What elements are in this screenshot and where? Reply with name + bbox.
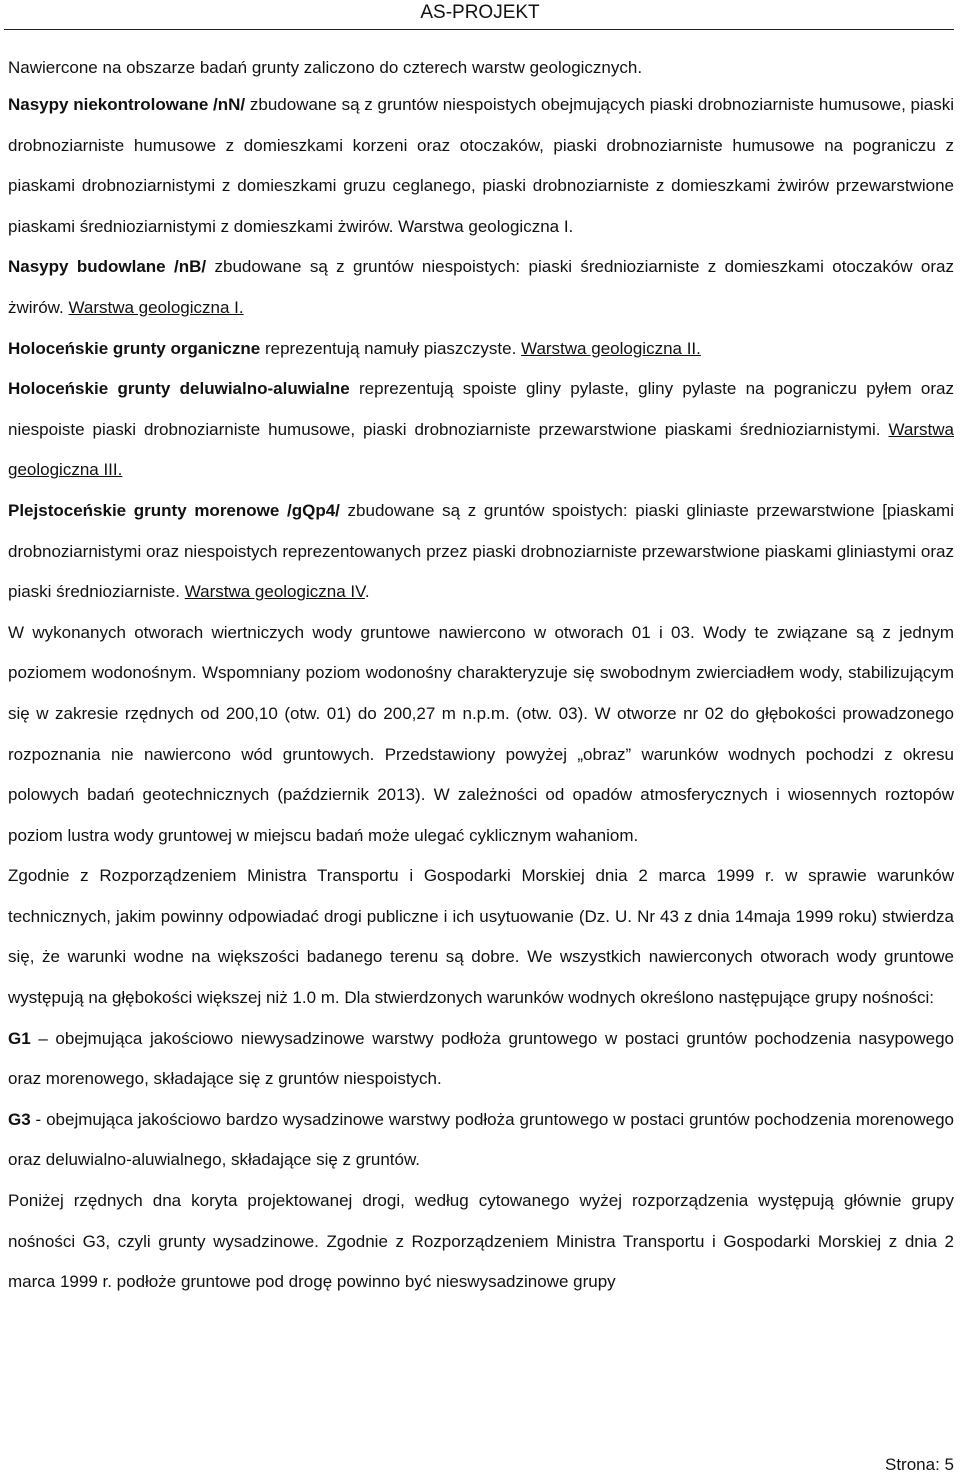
paragraph-group-g1 [8, 1019, 954, 1100]
paragraph-water-conditions: W wykonanych otworach wiertniczych wody gruntowe nawiercono w otworach 01 i 03. Wody te związane są z jednym poziomem wodonośnym. Wspomniany poziom wodonośny charakteryzuje się swobodnym zwierciadłem wody, stabilizującym się w zakresie rzędnych od 200,10 (otw. 01) do 200,27 m n.p.m. (otw. 03). W otworze nr 02 do głębokości prowadzonego rozpoznania nie nawiercono wód gruntowych. Przedstawiony powyżej „obraz” warunków wodnych pochodzi z okresu polowych badań geotechnicznych (październik 2013). W zależności od opadów atmosferycznych i wiosennych roztopów poziom lustra wody gruntowej w miejscu badań może ulegać cyklicznym wahaniom. [8, 622, 954, 845]
term-grunty-deluwialne: Holoceńskie grunty deluwialno-aluwialne [8, 379, 350, 399]
paragraph-nasypy-budowlane [8, 247, 954, 328]
paragraph-group-g3 [8, 1100, 954, 1181]
paragraph-text: reprezentują spoiste gliny pylaste, gliny pylaste na pograniczu pyłem oraz niespoiste piaski drobnoziarniste humusowe, piaski drobnoziarniste przewarstwione piaskami średnioziarnistymi. [8, 379, 955, 439]
paragraph-text: – obejmująca jakościowo niewysadzinowe warstwy podłoża gruntowego w postaci gruntów pochodzenia nasypowego oraz morenowego, składające się z gruntów niespoistych. [8, 1028, 954, 1089]
page-header [0, 0, 960, 30]
term-grunty-organiczne: Holoceńskie grunty organiczne [8, 338, 261, 358]
paragraph-tail: . [364, 582, 370, 602]
paragraph-intro: Nawiercone na obszarze badań grunty zaliczono do czterech warstw geologicznych. [8, 58, 643, 77]
layer-reference: Warstwa geologiczna I. [68, 297, 244, 317]
layer-reference: Warstwa geologiczna IV [184, 582, 365, 602]
document-body [8, 51, 954, 1303]
paragraph-text: zbudowane są z gruntów niespoistych: piaski średnioziarniste z domieszkami otoczaków oraz żwirów. [8, 257, 955, 317]
term-g3: G3 [8, 1109, 31, 1129]
document-title: AS-PROJEKT [420, 2, 540, 23]
paragraph-grunty-deluwialne [8, 369, 954, 491]
term-nasypy-niekontrolowane: Nasypy niekontrolowane /nN/ [8, 95, 246, 114]
paragraph-text: reprezentują namuły piaszczyste. [260, 338, 522, 358]
paragraph-text: - obejmująca jakościowo bardzo wysadzinowe warstwy podłoża gruntowego w postaci gruntów pochodzenia morenowego oraz deluwialno-aluwialnego, składające się z gruntów. [8, 1109, 954, 1170]
layer-reference: Warstwa geologiczna III. [8, 419, 954, 480]
paragraph-regulation: Zgodnie z Rozporządzeniem Ministra Transportu i Gospodarki Morskiej dnia 2 marca 1999 r. w sprawie warunków technicznych, jakim powinny odpowiadać drogi publiczne i ich usytuowanie (Dz. U. Nr 43 z dnia 14maja 1999 roku) stwierdza się, że warunki wodne na większości badanego terenu są dobre. We wszystkich nawierconych otworach wody gruntowe występują na głębokości większej niż 1.0 m. Dla stwierdzonych warunków wodnych określono następujące grupy nośności: [8, 866, 954, 1008]
paragraph-text: zbudowane są z gruntów spoistych: piaski gliniaste przewarstwione [piaskami drobnoziarnistymi oraz niespoistych reprezentowanych przez piaski drobnoziarniste przewarstwione piaskami gliniastymi oraz piaski średnioziarniste. [8, 500, 954, 602]
term-grunty-morenowe: Plejstoceńskie grunty morenowe /gQp4/ [8, 500, 340, 520]
paragraph-grunty-morenowe [8, 491, 954, 613]
header-divider [4, 29, 954, 30]
term-nasypy-budowlane: Nasypy budowlane /nB/ [8, 257, 207, 277]
paragraph-nasypy-niekontrolowane [8, 85, 954, 247]
paragraph-grunty-organiczne [8, 329, 954, 370]
paragraph-text: zbudowane są z gruntów niespoistych obejmujących piaski drobnoziarniste humusowe, piaski drobnoziarniste humusowe z domieszkami korzeni oraz otoczaków, piaski drobnoziarniste humusowe na pograniczu z piaskami drobnoziarnistymi z domieszkami gruzu ceglanego, piaski drobnoziarniste z domieszkami żwirów przewarstwione piaskami średnioziarnistymi z domieszkami żwirów. Warstwa geologiczna I. [8, 95, 954, 236]
page-number: Strona: 5 [885, 1455, 954, 1474]
term-g1: G1 [8, 1028, 31, 1048]
paragraph-below-road: Poniżej rzędnych dna koryta projektowanej drogi, według cytowanego wyżej rozporządzenia występują głównie grupy nośności G3, czyli grunty wysadzinowe. Zgodnie z Rozporządzeniem Ministra Transportu i Gospodarki Morskiej z dnia 2 marca 1999 r. podłoże gruntowe pod drogę powinno być nieswysadzinowe grupy [8, 1191, 954, 1292]
layer-reference: Warstwa geologiczna II. [521, 338, 701, 358]
